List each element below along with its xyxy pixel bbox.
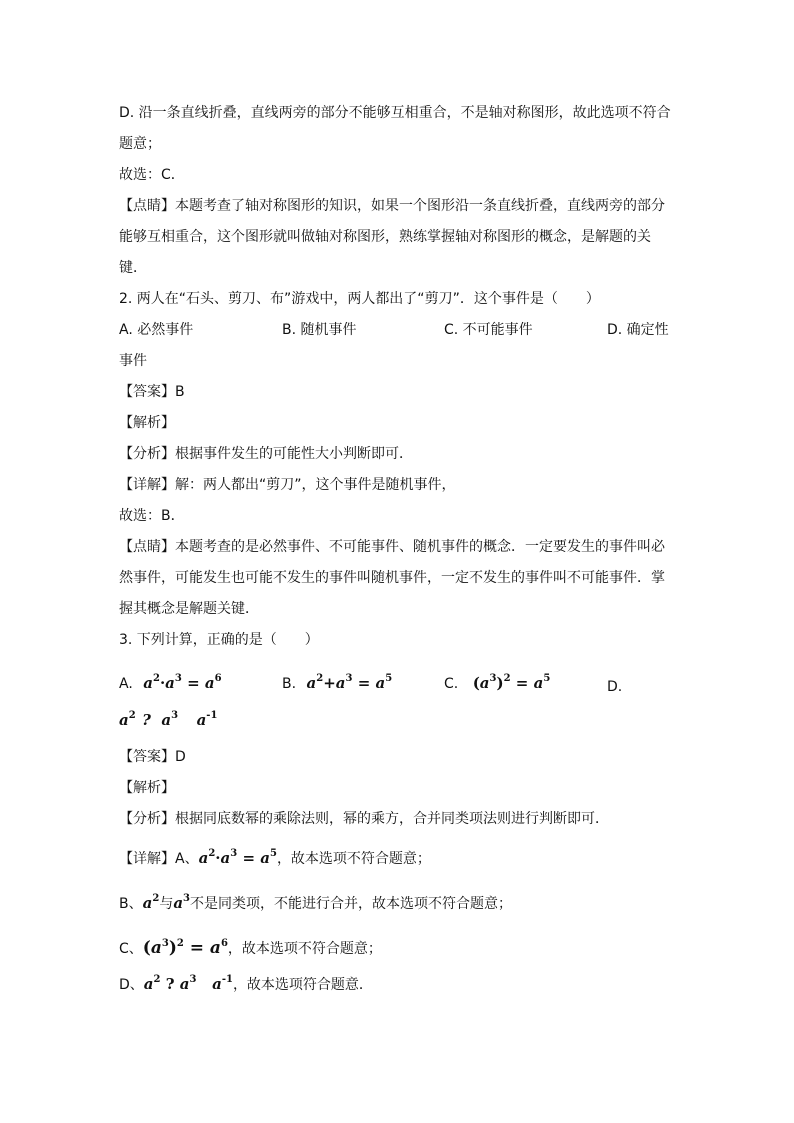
analysis-label: 【解析】: [119, 415, 175, 431]
q3-option-b-formula: $a^2+a^3 = a^5$: [306, 673, 393, 692]
answer-label: 【答案】B: [119, 384, 185, 400]
detail-b-formula-1: $a^2$: [142, 893, 160, 912]
q2-option-b: B. 随机事件: [282, 322, 357, 338]
detail-d: D、$a^2$ ? $a^3$ $a^{-1}$，故本选项符合题意．: [119, 974, 373, 993]
detail-d-formula: $a^2$ ? $a^3$ $a^{-1}$: [143, 974, 233, 993]
text-line: 故选：C．: [119, 167, 185, 183]
detail-c-formula: $(a^3)^2 = a^6$: [142, 938, 228, 958]
text-line: D. 沿一条直线折叠，直线两旁的部分不能够互相重合，不是轴对称图形，故此选项不符合: [119, 105, 671, 121]
detail-b: B、$a^2$与$a^3$不是同类项，不能进行合并，故本选项不符合题意；: [119, 893, 513, 912]
q3-option-d-formula: $a^2$ ? $a^3$ $a^{-1}$: [119, 710, 218, 729]
detail-c: C、$(a^3)^2 = a^6$，故本选项不符合题意；: [119, 938, 382, 958]
text-line: 握其概念是解题关键．: [119, 601, 259, 617]
detail-a: 【详解】A、$a^2\cdot a^3 = a^5$，故本选项不符合题意；: [119, 848, 431, 867]
detail-a-formula: $a^2\cdot a^3 = a^5$: [198, 848, 277, 867]
q3-option-d-label: D.: [607, 679, 623, 695]
text-line: 【点睛】本题考查的是必然事件、不可能事件、随机事件的概念．一定要发生的事件叫必: [119, 539, 665, 555]
text-line: 【分析】根据事件发生的可能性大小判断即可．: [119, 446, 413, 462]
q2-option-d: D. 确定性: [607, 322, 669, 338]
q3-option-c-label: C.: [444, 676, 459, 692]
question-3-stem: 3. 下列计算，正确的是（ ）: [119, 632, 319, 648]
q3-option-c: [444, 673, 550, 694]
text-line: 题意；: [119, 136, 161, 152]
q3-option-d: [607, 677, 622, 697]
text-line: 【详解】解：两人都出“剪刀”，这个事件是随机事件，: [119, 477, 456, 493]
q3-option-b: [282, 673, 392, 694]
text-line: 能够互相重合，这个图形就叫做轴对称图形，熟练掌握轴对称图形的概念，是解题的关: [119, 229, 651, 245]
text-line: 故选：B．: [119, 508, 185, 524]
detail-b-formula-2: $a^3$: [173, 893, 191, 912]
text-line: 然事件，可能发生也可能不发生的事件叫随机事件，一定不发生的事件叫不可能事件．掌: [119, 570, 665, 586]
q3-option-a-formula: $a^2\cdot a^3 = a^6$: [143, 673, 222, 692]
q3-option-a-label: A.: [119, 676, 133, 692]
q3-option-c-formula: $(a^3)^2 = a^5$: [472, 673, 551, 692]
text-line: 事件: [119, 353, 147, 369]
q2-option-c: C. 不可能事件: [444, 322, 533, 338]
answer-label: 【答案】D: [119, 749, 186, 765]
q2-option-a: A. 必然事件: [119, 322, 194, 338]
q3-option-b-label: B.: [282, 676, 297, 692]
text-line: 键．: [119, 260, 147, 276]
text-line: 【分析】根据同底数幂的乘除法则，幂的乘方，合并同类项法则进行判断即可．: [119, 811, 609, 827]
q3-option-a: [119, 673, 222, 694]
question-2-stem: 2. 两人在“石头、剪刀、布”游戏中，两人都出了“剪刀”．这个事件是（ ）: [119, 291, 600, 307]
analysis-label: 【解析】: [119, 780, 175, 796]
text-line: 【点睛】本题考查了轴对称图形的知识，如果一个图形沿一条直线折叠，直线两旁的部分: [119, 198, 665, 214]
